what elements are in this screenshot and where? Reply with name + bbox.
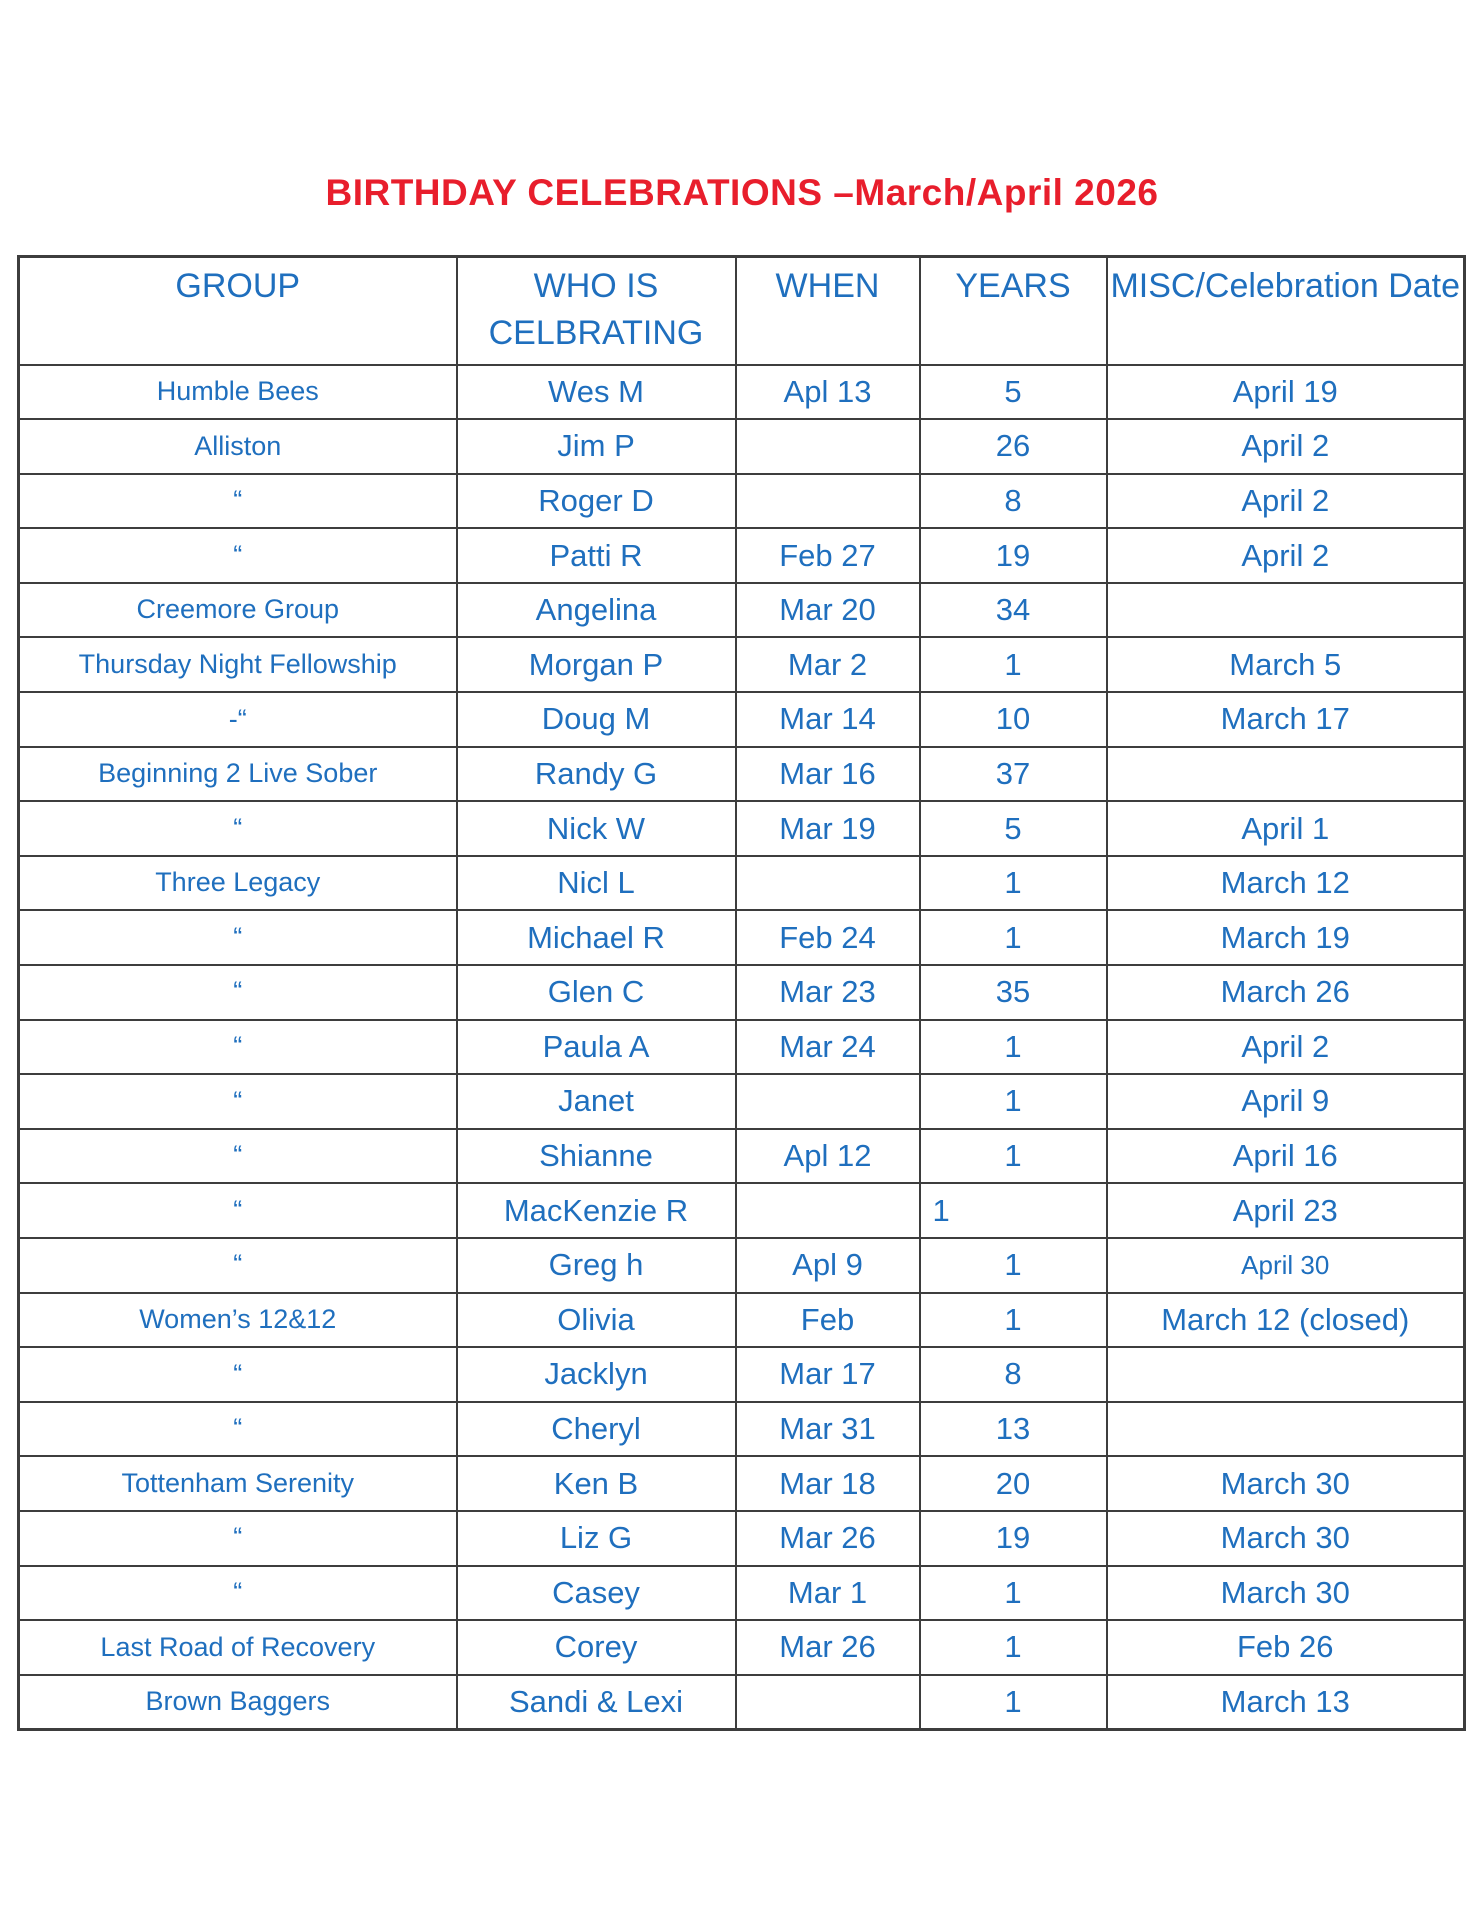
cell-misc: March 30: [1107, 1511, 1465, 1566]
cell-misc: March 30: [1107, 1566, 1465, 1621]
cell-years: 5: [920, 801, 1107, 856]
cell-misc: Feb 26: [1107, 1620, 1465, 1675]
cell-misc: March 12 (closed): [1107, 1293, 1465, 1348]
table-row: [19, 801, 1465, 856]
cell-when: Mar 23: [736, 965, 920, 1020]
cell-misc: March 17: [1107, 692, 1465, 747]
cell-years: 1: [920, 1183, 1107, 1238]
cell-years: 1: [920, 1129, 1107, 1184]
cell-who: Casey: [457, 1566, 736, 1621]
cell-years: 1: [920, 1675, 1107, 1730]
cell-group: “: [19, 1129, 457, 1184]
cell-when: Mar 19: [736, 801, 920, 856]
cell-years: 35: [920, 965, 1107, 1020]
cell-misc: April 16: [1107, 1129, 1465, 1184]
cell-group: Humble Bees: [19, 365, 457, 420]
cell-when: Mar 2: [736, 637, 920, 692]
table-row: [19, 965, 1465, 1020]
cell-when: [736, 1183, 920, 1238]
cell-group: “: [19, 474, 457, 529]
cell-years: 8: [920, 1347, 1107, 1402]
cell-misc: March 19: [1107, 910, 1465, 965]
table-row: [19, 1183, 1465, 1238]
cell-group: “: [19, 910, 457, 965]
cell-years: 1: [920, 910, 1107, 965]
cell-who: Patti R: [457, 528, 736, 583]
cell-misc: March 5: [1107, 637, 1465, 692]
table-row: [19, 583, 1465, 638]
cell-years: 8: [920, 474, 1107, 529]
cell-when: Mar 14: [736, 692, 920, 747]
cell-years: 19: [920, 1511, 1107, 1566]
table-row: [19, 856, 1465, 911]
cell-misc: April 9: [1107, 1074, 1465, 1129]
cell-when: Apl 13: [736, 365, 920, 420]
table-row: [19, 1566, 1465, 1621]
cell-group: “: [19, 1347, 457, 1402]
cell-misc: April 23: [1107, 1183, 1465, 1238]
cell-years: 1: [920, 1020, 1107, 1075]
cell-when: Feb 24: [736, 910, 920, 965]
cell-who: Shianne: [457, 1129, 736, 1184]
cell-group: “: [19, 1511, 457, 1566]
cell-group: Beginning 2 Live Sober: [19, 747, 457, 802]
cell-who: Jacklyn: [457, 1347, 736, 1402]
cell-years: 1: [920, 1566, 1107, 1621]
cell-misc: [1107, 583, 1465, 638]
cell-misc: April 2: [1107, 528, 1465, 583]
cell-group: Thursday Night Fellowship: [19, 637, 457, 692]
table-row: [19, 474, 1465, 529]
cell-misc: March 26: [1107, 965, 1465, 1020]
cell-misc: April 30: [1107, 1238, 1465, 1293]
table-row: [19, 1238, 1465, 1293]
cell-group: “: [19, 1020, 457, 1075]
cell-who: Glen C: [457, 965, 736, 1020]
table-row: [19, 1456, 1465, 1511]
cell-who: Randy G: [457, 747, 736, 802]
cell-misc: April 2: [1107, 1020, 1465, 1075]
cell-who: Michael R: [457, 910, 736, 965]
cell-years: 5: [920, 365, 1107, 420]
col-header-misc-celebration-date: MISC/Celebration Date: [1107, 257, 1465, 365]
cell-group: Alliston: [19, 419, 457, 474]
col-header-years: YEARS: [920, 257, 1107, 365]
table-row: [19, 692, 1465, 747]
page-title: BIRTHDAY CELEBRATIONS –March/April 2026: [325, 172, 1159, 213]
cell-who: Olivia: [457, 1293, 736, 1348]
cell-misc: [1107, 1402, 1465, 1457]
cell-who: Nick W: [457, 801, 736, 856]
cell-misc: April 1: [1107, 801, 1465, 856]
table-row: [19, 419, 1465, 474]
cell-years: 26: [920, 419, 1107, 474]
cell-who: Roger D: [457, 474, 736, 529]
cell-who: Sandi & Lexi: [457, 1675, 736, 1730]
table-row: [19, 1675, 1465, 1730]
cell-years: 1: [920, 856, 1107, 911]
cell-who: MacKenzie R: [457, 1183, 736, 1238]
table-row: [19, 365, 1465, 420]
table-row: [19, 1074, 1465, 1129]
cell-group: Last Road of Recovery: [19, 1620, 457, 1675]
table-row: [19, 528, 1465, 583]
cell-group: “: [19, 1074, 457, 1129]
cell-years: 37: [920, 747, 1107, 802]
cell-group: Three Legacy: [19, 856, 457, 911]
cell-group: -“: [19, 692, 457, 747]
cell-when: [736, 474, 920, 529]
cell-years: 34: [920, 583, 1107, 638]
cell-when: [736, 1675, 920, 1730]
cell-when: [736, 1074, 920, 1129]
cell-years: 1: [920, 1238, 1107, 1293]
cell-misc: March 13: [1107, 1675, 1465, 1730]
cell-when: [736, 419, 920, 474]
cell-when: Apl 12: [736, 1129, 920, 1184]
cell-years: 1: [920, 637, 1107, 692]
table-row: [19, 910, 1465, 965]
cell-who: Jim P: [457, 419, 736, 474]
birthday-celebrations-table: [17, 255, 1466, 1731]
cell-when: Apl 9: [736, 1238, 920, 1293]
cell-who: Corey: [457, 1620, 736, 1675]
col-header-who-is-celebrating: WHO IS CELBRATING: [457, 257, 736, 365]
cell-when: Mar 20: [736, 583, 920, 638]
table-body: [19, 365, 1465, 1730]
cell-who: Nicl L: [457, 856, 736, 911]
cell-when: Mar 17: [736, 1347, 920, 1402]
header-row: [19, 257, 1465, 365]
cell-misc: [1107, 747, 1465, 802]
cell-when: Mar 16: [736, 747, 920, 802]
cell-when: Mar 1: [736, 1566, 920, 1621]
cell-when: Mar 26: [736, 1511, 920, 1566]
cell-who: Greg h: [457, 1238, 736, 1293]
cell-group: Brown Baggers: [19, 1675, 457, 1730]
table-row: [19, 1620, 1465, 1675]
cell-who: Angelina: [457, 583, 736, 638]
cell-when: Feb 27: [736, 528, 920, 583]
cell-misc: March 12: [1107, 856, 1465, 911]
table-row: [19, 1293, 1465, 1348]
cell-when: Mar 31: [736, 1402, 920, 1457]
cell-who: Morgan P: [457, 637, 736, 692]
cell-when: Feb: [736, 1293, 920, 1348]
cell-who: Doug M: [457, 692, 736, 747]
cell-years: 19: [920, 528, 1107, 583]
cell-years: 13: [920, 1402, 1107, 1457]
cell-misc: April 19: [1107, 365, 1465, 420]
table-row: [19, 637, 1465, 692]
cell-group: Tottenham Serenity: [19, 1456, 457, 1511]
cell-years: 1: [920, 1293, 1107, 1348]
cell-when: Mar 26: [736, 1620, 920, 1675]
table-row: [19, 747, 1465, 802]
cell-years: 10: [920, 692, 1107, 747]
cell-misc: April 2: [1107, 474, 1465, 529]
table-row: [19, 1020, 1465, 1075]
cell-when: Mar 24: [736, 1020, 920, 1075]
cell-who: Wes M: [457, 365, 736, 420]
cell-who: Liz G: [457, 1511, 736, 1566]
cell-years: 1: [920, 1074, 1107, 1129]
cell-group: Women’s 12&12: [19, 1293, 457, 1348]
cell-group: “: [19, 801, 457, 856]
cell-group: “: [19, 528, 457, 583]
cell-who: Ken B: [457, 1456, 736, 1511]
cell-group: “: [19, 965, 457, 1020]
cell-who: Paula A: [457, 1020, 736, 1075]
cell-years: 1: [920, 1620, 1107, 1675]
cell-misc: April 2: [1107, 419, 1465, 474]
cell-when: Mar 18: [736, 1456, 920, 1511]
cell-who: Cheryl: [457, 1402, 736, 1457]
cell-group: “: [19, 1402, 457, 1457]
cell-years: 20: [920, 1456, 1107, 1511]
cell-misc: March 30: [1107, 1456, 1465, 1511]
cell-group: “: [19, 1566, 457, 1621]
cell-when: [736, 856, 920, 911]
cell-group: “: [19, 1183, 457, 1238]
table-row: [19, 1129, 1465, 1184]
col-header-group: GROUP: [19, 257, 457, 365]
cell-who: Janet: [457, 1074, 736, 1129]
table-row: [19, 1511, 1465, 1566]
cell-misc: [1107, 1347, 1465, 1402]
col-header-when: WHEN: [736, 257, 920, 365]
cell-group: “: [19, 1238, 457, 1293]
table-row: [19, 1402, 1465, 1457]
cell-group: Creemore Group: [19, 583, 457, 638]
table-row: [19, 1347, 1465, 1402]
